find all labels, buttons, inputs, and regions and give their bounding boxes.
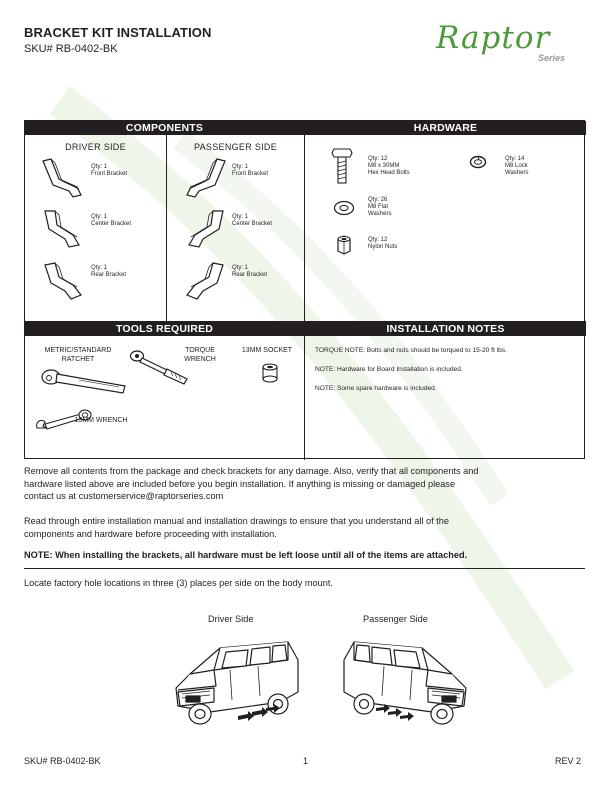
passenger-side-heading: PASSENGER SIDE xyxy=(193,142,278,152)
document-title: BRACKET KIT INSTALLATION xyxy=(24,25,212,40)
loose-hardware-warning: NOTE: When installing the brackets, all hardware must be left loose until all of the items are attached. xyxy=(24,550,468,560)
torque-wrench-label-2: WRENCH xyxy=(184,356,216,363)
inspection-line-3: contact us at customerservice@raptorseries.com xyxy=(24,491,224,501)
flat-washer-qty: Qty: 26 xyxy=(368,197,388,203)
footer-sku: SKU# RB-0402-BK xyxy=(24,756,101,766)
nylon-nut-icon xyxy=(334,233,354,255)
inspection-line-1: Remove all contents from the package and check brackets for any damage. Also, verify that all components and xyxy=(24,466,479,476)
flat-washer-icon xyxy=(333,200,355,216)
driver-side-heading: DRIVER SIDE xyxy=(65,142,126,152)
socket-label: 13MM SOCKET xyxy=(241,347,293,354)
passenger-front-name: Front Bracket xyxy=(232,171,269,177)
wrench-label: 13MM WRENCH xyxy=(74,417,128,424)
torque-wrench-label-1: TORQUE xyxy=(185,347,215,354)
manual-line-2: components and hardware before proceeding with installation. xyxy=(24,528,277,539)
revision: REV 2 xyxy=(555,756,582,766)
manual-line-1: Read through entire installation manual and installation drawings to ensure that you understand all of the xyxy=(24,516,449,526)
driver-front-name: Front Bracket xyxy=(91,171,128,177)
rear-bracket-icon xyxy=(39,259,85,303)
tools-heading: TOOLS REQUIRED xyxy=(25,322,304,336)
front-bracket-icon xyxy=(37,157,87,199)
center-bracket-icon xyxy=(183,207,229,251)
notes-heading: INSTALLATION NOTES xyxy=(305,322,586,336)
manual-paragraph xyxy=(24,515,589,540)
passenger-front-qty: Qty: 1 xyxy=(232,164,249,170)
lock-washer-icon xyxy=(469,155,487,169)
driver-center-qty: Qty: 1 xyxy=(91,214,108,220)
ratchet-label-2: RATCHET xyxy=(61,356,95,363)
bolt-size: M8 x 30MM xyxy=(368,163,400,169)
components-heading: COMPONENTS xyxy=(25,121,304,135)
hardware-note: NOTE: Hardware for Board Installation is included. xyxy=(315,366,463,373)
passenger-rear-name: Rear Bracket xyxy=(232,272,268,278)
torque-note: TORQUE NOTE: Bolts and nuts should be torqued to 15-20 ft lbs. xyxy=(315,347,507,354)
column-divider xyxy=(304,121,305,460)
section-divider xyxy=(24,568,585,569)
driver-side-truck-icon xyxy=(170,630,310,742)
inspection-line-2: hardware listed above are included before you begin installation. If anything is missing or damaged please xyxy=(24,478,456,489)
spare-hardware-note: NOTE: Some spare hardware is included. xyxy=(315,385,437,392)
inspection-paragraph xyxy=(24,465,589,503)
bolt-qty: Qty: 12 xyxy=(368,156,388,162)
ratchet-icon xyxy=(39,366,129,396)
hex-bolt-icon xyxy=(331,147,353,185)
passenger-side-label: Passenger Side xyxy=(363,614,428,624)
nylon-nut-qty: Qty: 12 xyxy=(368,237,388,243)
driver-front-qty: Qty: 1 xyxy=(91,164,108,170)
driver-rear-qty: Qty: 1 xyxy=(91,265,108,271)
passenger-rear-qty: Qty: 1 xyxy=(232,265,249,271)
driver-rear-name: Rear Bracket xyxy=(91,272,127,278)
hardware-heading: HARDWARE xyxy=(305,121,586,135)
ratchet-label-1: METRIC/STANDARD xyxy=(44,347,112,354)
parts-table xyxy=(24,120,585,459)
nylon-nut-name: Nylon Nuts xyxy=(368,244,398,250)
page-number: 1 xyxy=(303,756,309,766)
flat-washer-name: Washers xyxy=(368,211,392,217)
side-divider xyxy=(166,135,167,321)
rear-bracket-icon xyxy=(183,259,229,303)
locate-instruction: Locate factory hole locations in three (3) places per side on the body mount. xyxy=(24,578,333,588)
raptor-series-logo xyxy=(436,20,586,70)
logo-subtitle: Series xyxy=(538,53,566,63)
torque-wrench-icon xyxy=(129,349,191,385)
driver-side-label: Driver Side xyxy=(208,614,254,624)
passenger-center-qty: Qty: 1 xyxy=(232,214,249,220)
lock-washer-qty: Qty: 14 xyxy=(505,156,525,162)
lock-washer-name: Washers xyxy=(505,170,529,176)
front-bracket-icon xyxy=(181,157,231,199)
passenger-center-name: Center Bracket xyxy=(232,221,273,227)
driver-center-name: Center Bracket xyxy=(91,221,132,227)
center-bracket-icon xyxy=(39,207,85,251)
socket-icon xyxy=(258,361,282,385)
passenger-side-truck-icon xyxy=(332,630,472,742)
sku-number: SKU# RB-0402-BK xyxy=(24,43,118,55)
flat-washer-size: M8 Flat xyxy=(368,204,389,210)
lock-washer-size: M8 Lock xyxy=(505,163,528,169)
logo-wordmark: Raptor xyxy=(436,20,551,56)
bolt-name: Hex Head Bolts xyxy=(368,170,410,176)
